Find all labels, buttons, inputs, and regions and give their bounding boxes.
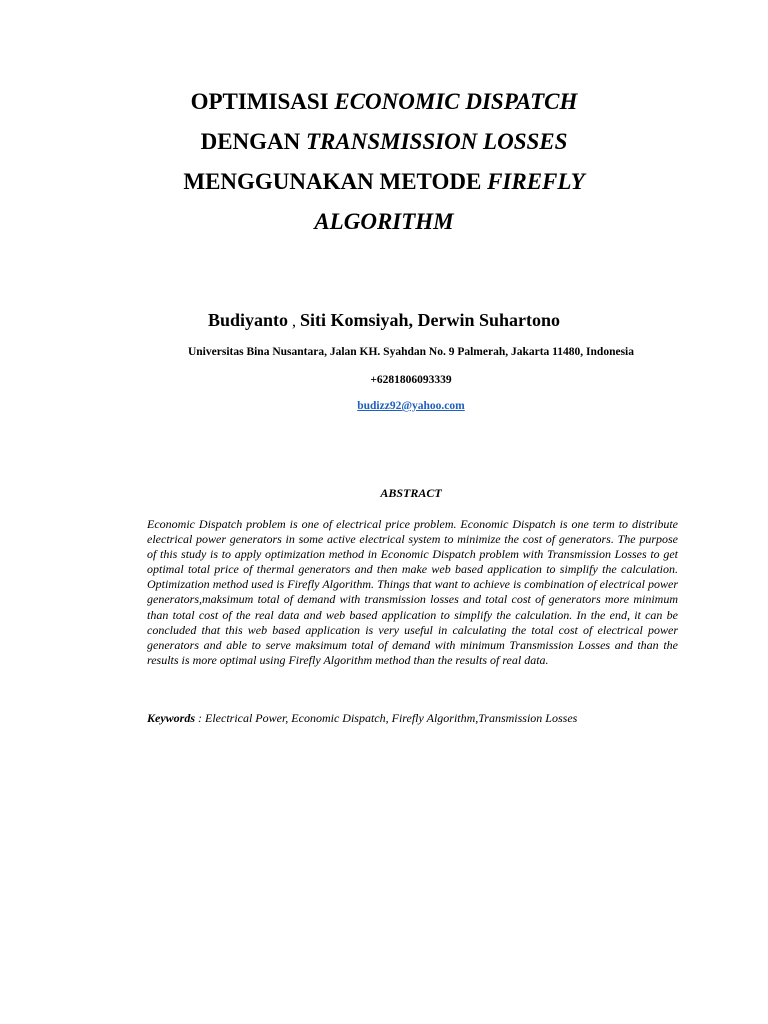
author-first: Budiyanto	[207, 310, 288, 330]
title-line-1: OPTIMISASI ECONOMIC DISPATCH	[190, 89, 578, 114]
title-line-4: ALGORITHM	[314, 209, 454, 234]
paper-title	[0, 82, 768, 242]
author-separator: ,	[288, 313, 300, 330]
abstract-heading: ABSTRACT	[380, 486, 442, 500]
author-rest: Siti Komsiyah, Derwin Suhartono	[300, 310, 561, 330]
title-line-3: MENGGUNAKAN METODE FIREFLY	[183, 169, 585, 194]
author-affiliation: Universitas Bina Nusantara, Jalan KH. Syahdan No. 9 Palmerah, Jakarta 11480, Indonesia	[187, 346, 634, 358]
title-line-2: DENGAN TRANSMISSION LOSSES	[200, 129, 568, 154]
abstract-body: Economic Dispatch problem is one of electrical price problem. Economic Dispatch is one term to distribute electrical power generators in some active electrical system to minimize the cost of generators. The purpose of this study is to apply optimization method in Economic Dispatch problem with Transmission Losses to get optimal total price of thermal generators and then make web based application to simplify the calculation. Optimization method used is Firefly Algorithm. Things that want to achieve is combination of electrical power generators,maksimum total of demand with transmission losses and total cost of generators more minimum than total cost of the real data and web based application to simplify the calculation. In the end, it can be concluded that this web based application is very useful in calculating the total cost of electrical power generators and able to serve maksimum total of demand with minimum Transmission Losses and than the results is more optimal using Firefly Algorithm method than the results of real data.	[147, 517, 678, 667]
contact-email	[0, 400, 768, 412]
keywords-label: Keywords	[147, 711, 195, 725]
keywords-line	[147, 711, 707, 726]
keywords-text: : Electrical Power, Economic Dispatch, Firefly Algorithm,Transmission Losses	[195, 711, 578, 725]
email-link[interactable]: budizz92@yahoo.com	[357, 400, 465, 412]
author-list	[0, 310, 768, 331]
contact-phone: +6281806093339	[370, 374, 452, 386]
